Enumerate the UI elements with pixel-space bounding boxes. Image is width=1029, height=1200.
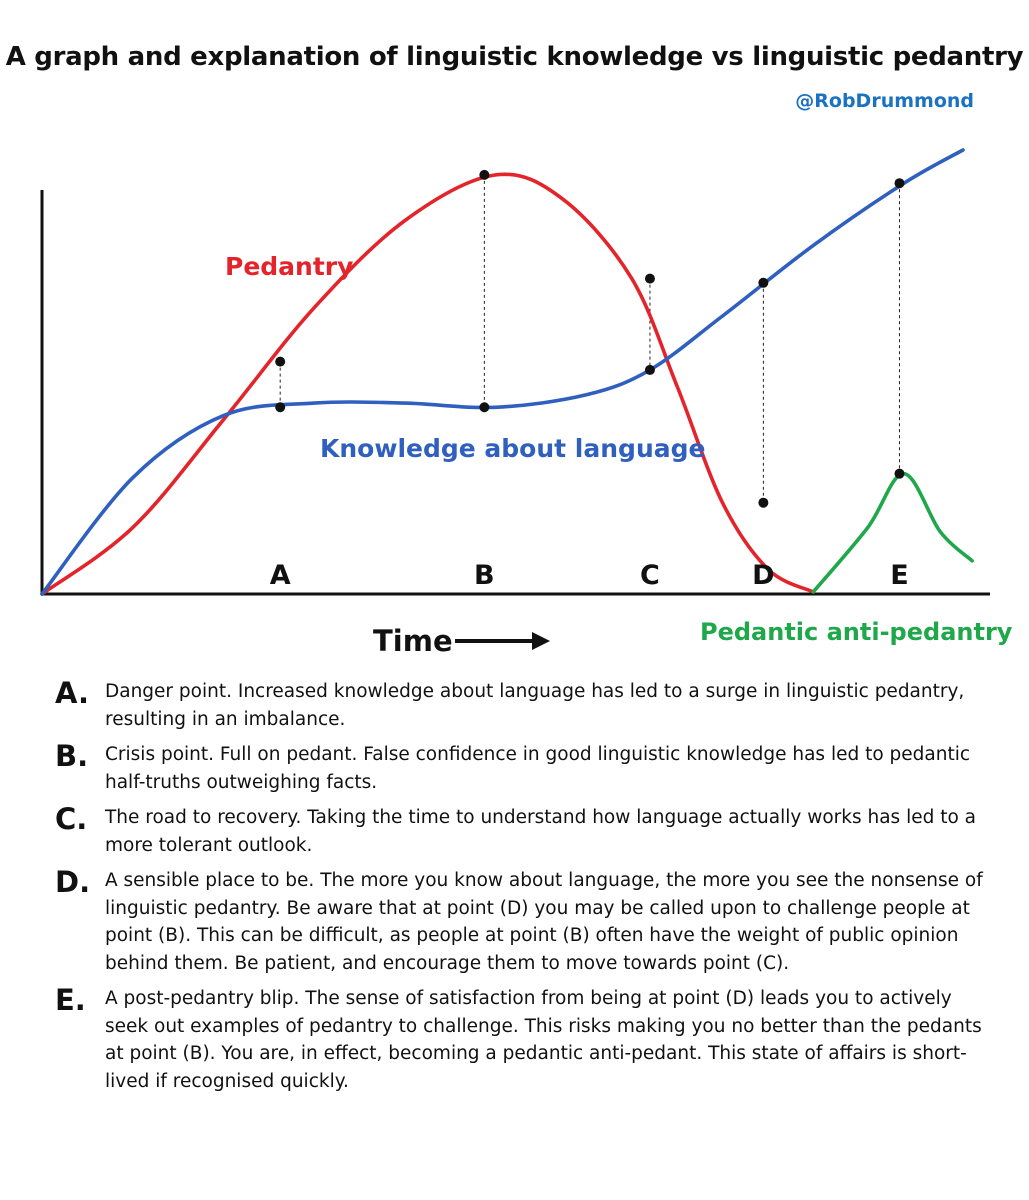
- point-b-top: [479, 170, 489, 180]
- time-arrow-icon: [455, 632, 550, 650]
- explanation-text: The road to recovery. Taking the time to understand how language actually works has led to a more tolerant outlook.: [105, 807, 977, 856]
- explanation-item: [55, 804, 985, 859]
- author-handle: @RobDrummond: [795, 90, 974, 112]
- explanation-letter: C.: [55, 802, 88, 836]
- explanation-text: A post-pedantry blip. The sense of satisfaction from being at point (D) leads you to actively seek out examples of pedantry to challenge. This risks making you no better than the pedants at point (B). You are, in effect, becoming a pedantic anti-pedant. This state of affairs is short-lived if recognised quickly.: [105, 988, 982, 1092]
- x-tick-d: D: [752, 560, 775, 591]
- point-d-top: [758, 278, 768, 288]
- explanation-item: [55, 867, 985, 977]
- pedantry-series-label: Pedantry: [225, 252, 354, 281]
- x-tick-b: B: [474, 560, 495, 591]
- explanation-item: [55, 985, 985, 1095]
- explanation-text: Crisis point. Full on pedant. False confidence in good linguistic knowledge has led to pedantic half-truths outweighing facts.: [105, 744, 971, 793]
- page-title: A graph and explanation of linguistic knowledge vs linguistic pedantry: [5, 42, 1024, 72]
- point-a-bottom: [275, 402, 285, 412]
- x-tick-c: C: [640, 560, 660, 591]
- explanation-item: [55, 678, 985, 733]
- x-tick-a: A: [269, 560, 291, 591]
- point-b-bottom: [479, 402, 489, 412]
- knowledge-series-label: Knowledge about language: [320, 434, 706, 463]
- explanation-text: A sensible place to be. The more you know about language, the more you see the nonsense of linguistic pedantry. Be aware that at point (D) you may be called upon to challenge people at point (B). This can be difficult, as people at point (B) often have the weight of public opinion behind them. Be patient, and encourage them to move towards point (C).: [105, 870, 983, 974]
- explanation-item: [55, 741, 985, 796]
- anti-pedantry-series-label: Pedantic anti-pedantry: [700, 618, 1013, 646]
- explanation-letter: D.: [55, 865, 91, 899]
- x-tick-labels: [270, 560, 909, 591]
- pedantry-line: [42, 174, 813, 594]
- x-tick-e: E: [890, 560, 909, 591]
- curves: [42, 150, 972, 594]
- point-e-top: [894, 178, 904, 188]
- point-c-bottom: [645, 365, 655, 375]
- explanation-letter: A.: [55, 676, 89, 710]
- point-c-top: [645, 274, 655, 284]
- explanation-letter: B.: [55, 739, 89, 773]
- explanation-text: Danger point. Increased knowledge about language has led to a surge in linguistic pedantry, resulting in an imbalance.: [105, 681, 965, 730]
- explanation-letter: E.: [55, 983, 86, 1017]
- point-d-bottom: [758, 498, 768, 508]
- explanation-list: [55, 678, 985, 1103]
- x-axis-label: Time: [373, 624, 453, 658]
- point-a-top: [275, 357, 285, 367]
- point-e-bottom: [894, 469, 904, 479]
- knowledge-line: [42, 150, 963, 594]
